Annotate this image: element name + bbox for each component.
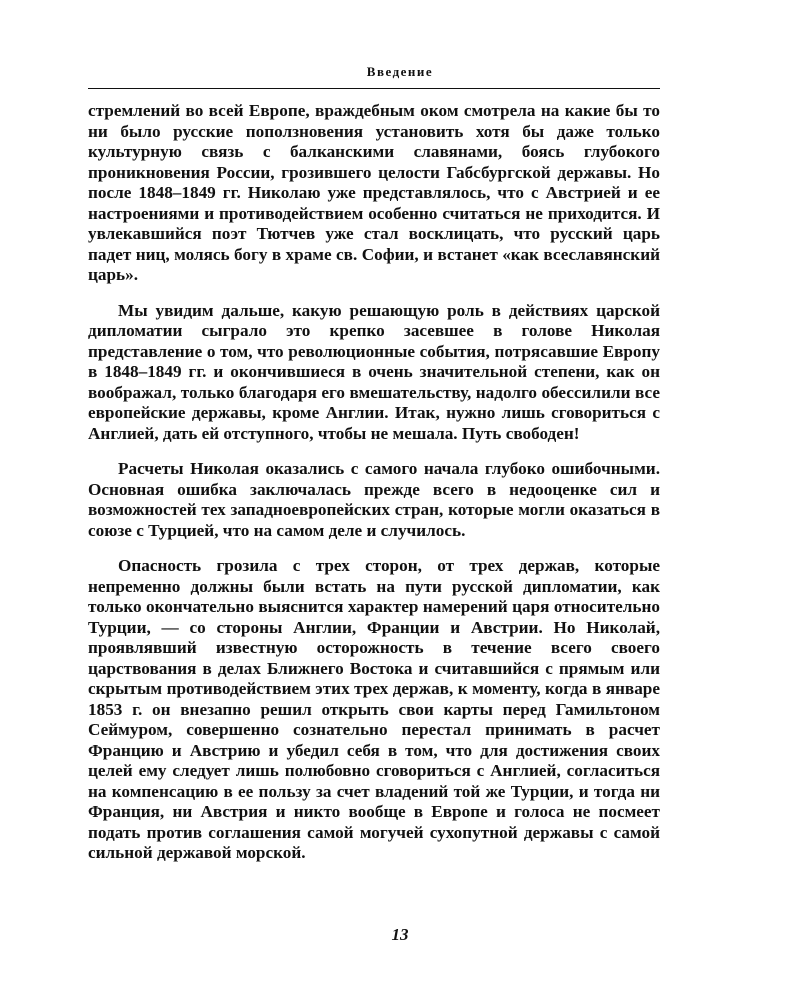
paragraph-continued: стремлений во всей Европе, враждебным оком смотрела на какие бы то ни было русские поползновения установить хотя бы даже только культурную связь с балканскими славянами, боясь глубокого проникновения России, грозившего целости Габсбургской державы. Но после 1848–1849 гг. Николаю уже представлялось, что с Австрией и ее настроениями и противодействием особенно считаться не приходится. И увлекавшийся поэт Тютчев уже стал восклицать, что русский царь падет ниц, молясь богу в храме св. Софии, и встанет «как всеславянский царь». (88, 101, 660, 284)
paragraph: Расчеты Николая оказались с самого начала глубоко ошибочными. Основная ошибка заключалась прежде всего в недооценке сил и возможностей тех западноевропейских стран, которые могли оказаться в союзе с Турцией, что на самом деле и случилось. (88, 459, 660, 540)
running-head-title: Введение (366, 64, 434, 79)
main-text (88, 101, 660, 879)
paragraph: Мы увидим дальше, какую решающую роль в действиях царской дипломатии сыграло это крепко засевшее в голове Николая представление о том, что революционные события, потрясавшие Европу в 1848–1849 гг. и окончившиеся в очень значительной степени, как он воображал, только благодаря его вмешательству, надолго обессилили все европейские державы, кроме Англии. Итак, нужно лишь сговориться с Англией, дать ей отступного, чтобы не мешала. Путь свободен! (88, 300, 660, 443)
header-rule (88, 88, 660, 89)
page-number: 13 (391, 925, 409, 944)
paragraph: Опасность грозила с трех сторон, от трех держав, которые непременно должны были встать на пути русской дипломатии, как только окончательно выяснится характер намерений царя относительно Турции, — со стороны Англии, Франции и Австрии. Но Николай, проявлявший известную осторожность в течение всего своего царствования в делах Ближнего Востока и считавшийся с прямым или скрытым противодействием этих трех держав, к моменту, когда в январе 1853 г. он внезапно решил открыть свои карты перед Гамильтоном Сеймуром, совершенно сознательно перестал принимать в расчет Францию и Австрию и убедил себя в том, что для достижения своих целей ему следует лишь полюбовно сговориться с Англией, согласиться на компенсацию в ее пользу за счет владений той же Турции, и тогда ни Франция, ни Австрия и никто вообще в Европе и голоса не посмеет подать против соглашения самой могучей сухопутной державы с самой сильной державой морской. (88, 556, 660, 862)
